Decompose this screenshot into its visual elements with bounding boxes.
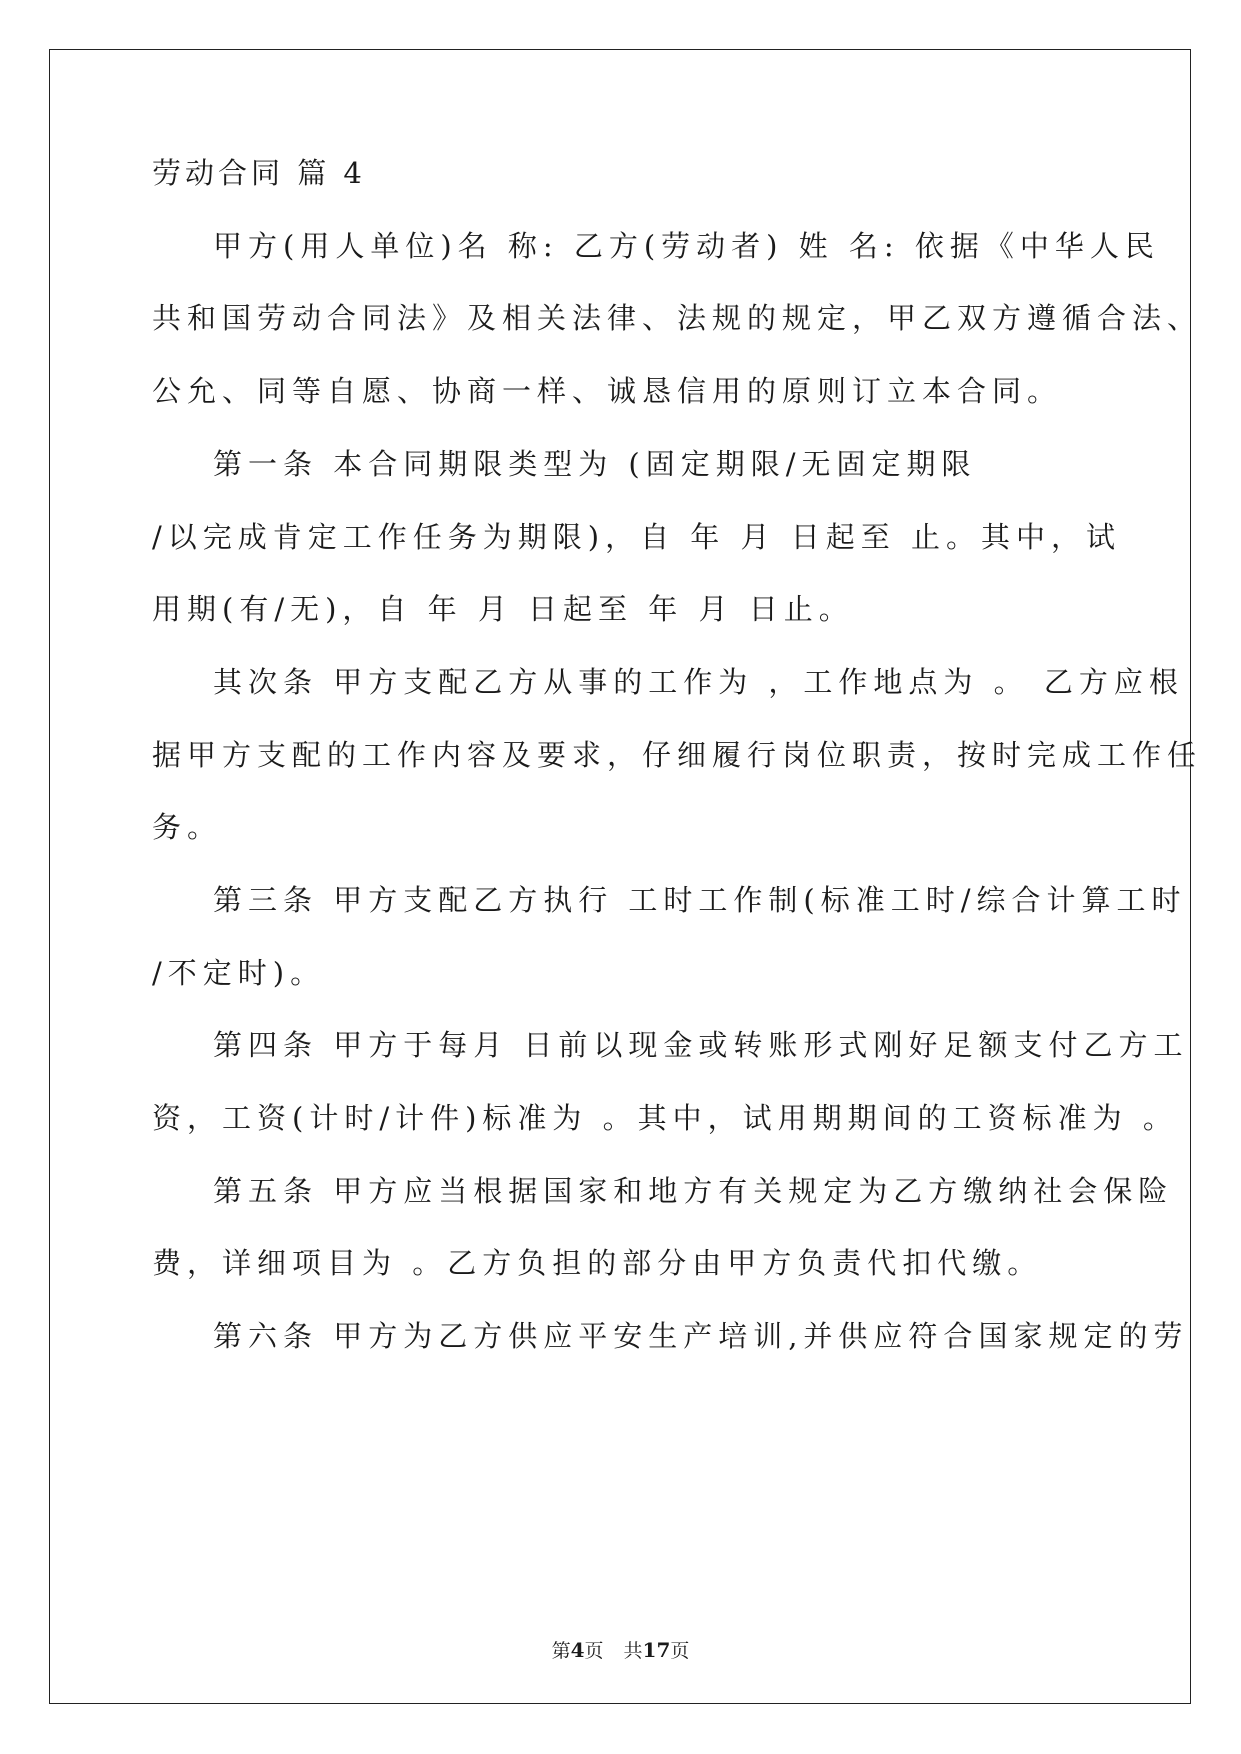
paragraph-line: 资，工资(计时/计件)标准为 。其中，试用期期间的工资标准为 。 — [152, 1101, 1178, 1135]
paragraph-line: 用期(有/无)，自 年 月 日起至 年 月 日止。 — [152, 592, 854, 626]
paragraph-line: /不定时)。 — [152, 956, 326, 990]
paragraph-line: 其次条 甲方支配乙方从事的工作为 ，工作地点为 。 乙方应根 — [213, 665, 1184, 699]
footer-page-number: 4 — [570, 1638, 585, 1662]
footer-page-unit: 页 — [584, 1640, 604, 1662]
page-border — [49, 49, 1191, 1704]
page-footer — [0, 1638, 1241, 1663]
footer-total-prefix: 共 — [623, 1640, 643, 1662]
paragraph-line: 第四条 甲方于每月 日前以现金或转账形式刚好足额支付乙方工 — [213, 1028, 1189, 1062]
footer-total-pages: 17 — [642, 1638, 671, 1662]
paragraph-line: 第三条 甲方支配乙方执行 工时工作制(标准工时/综合计算工时 — [213, 883, 1187, 917]
paragraph-line: 共和国劳动合同法》及相关法律、法规的规定，甲乙双方遵循合法、 — [152, 301, 1203, 335]
paragraph-line: 据甲方支配的工作内容及要求，仔细履行岗位职责，按时完成工作任 — [152, 738, 1203, 772]
paragraph-line: 第六条 甲方为乙方供应平安生产培训,并供应符合国家规定的劳 — [213, 1319, 1189, 1353]
paragraph-line: 务。 — [152, 810, 223, 844]
paragraph-line: 第五条 甲方应当根据国家和地方有关规定为乙方缴纳社会保险 — [213, 1174, 1174, 1208]
paragraph-line: 第一条 本合同期限类型为 (固定期限/无固定期限 — [213, 447, 977, 481]
paragraph-line: /以完成肯定工作任务为期限)，自 年 月 日起至 止。其中，试 — [152, 520, 1121, 554]
footer-prefix: 第 — [551, 1640, 571, 1662]
paragraph-line: 费，详细项目为 。乙方负担的部分由甲方负责代扣代缴。 — [152, 1246, 1043, 1280]
footer-total-unit: 页 — [670, 1640, 690, 1662]
paragraph-line: 公允、同等自愿、协商一样、诚恳信用的原则订立本合同。 — [152, 374, 1063, 408]
paragraph-line: 甲方(用人单位)名 称: 乙方(劳动者) 姓 名: 依据《中华人民 — [213, 229, 1160, 263]
document-title: 劳动合同 篇 4 — [152, 156, 366, 190]
